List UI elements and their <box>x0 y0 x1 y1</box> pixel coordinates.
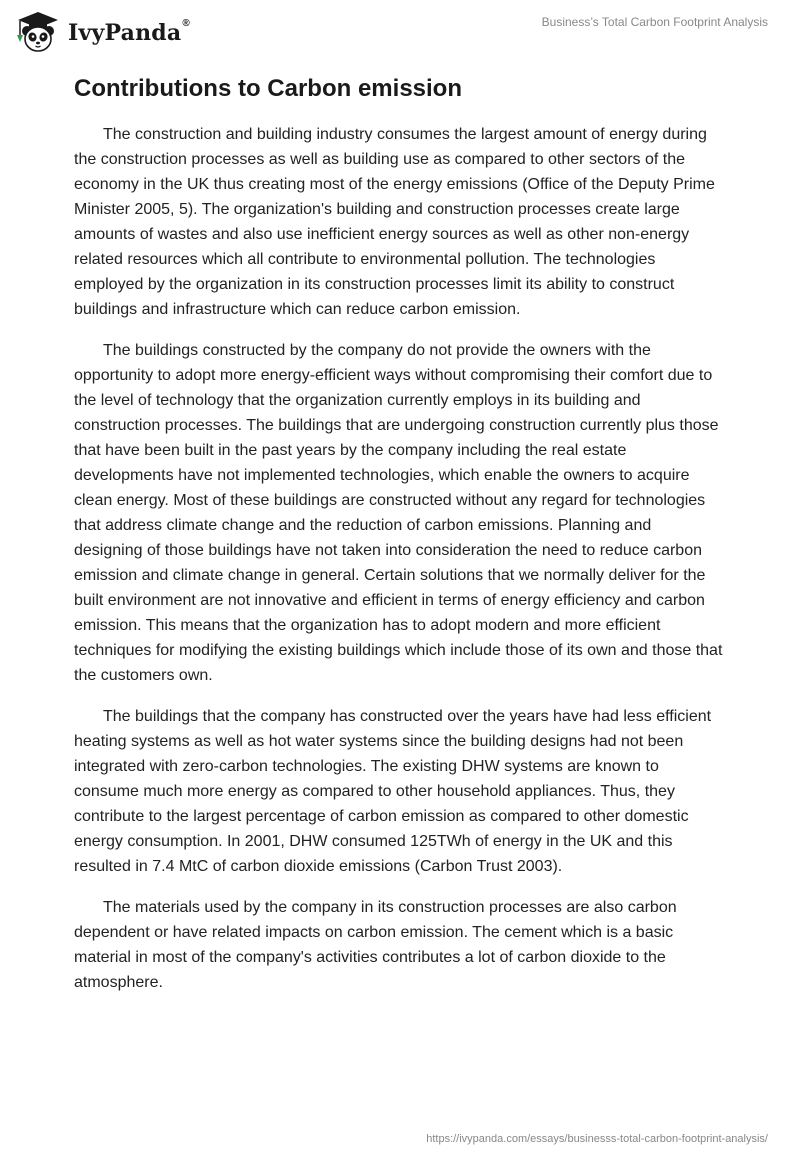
document-title: Business’s Total Carbon Footprint Analysis <box>541 15 768 29</box>
panda-graduation-cap-icon <box>14 10 62 54</box>
source-url[interactable]: https://ivypanda.com/essays/businesss-total-carbon-footprint-analysis/ <box>426 1133 768 1145</box>
paragraph: The construction and building industry consumes the largest amount of energy during the construction processes as well as building use as compared to other sectors of the economy in the UK thus creating most of the energy emissions (Office of the Deputy Prime Minister 2005, 5). The organization's building and construction processes create large amounts of wastes and also use inefficient energy sources as well as other non-energy related resources which all contribute to environmental pollution. The technologies employed by the organization in its construction processes limit its ability to construct buildings and infrastructure which can reduce carbon emission. <box>74 126 715 318</box>
registered-mark: ® <box>182 18 190 29</box>
paragraph: The materials used by the company in its construction processes are also carbon dependent or have related impacts on carbon emission. The cement which is a basic material in most of the company's activities contributes a lot of carbon dioxide to the atmosphere. <box>74 899 677 991</box>
page-header <box>0 0 800 70</box>
section-heading: Contributions to Carbon emission <box>74 75 462 102</box>
essay-content <box>74 72 724 1011</box>
brand-logo[interactable] <box>14 10 190 54</box>
paragraph: The buildings constructed by the company do not provide the owners with the opportunity to adopt more energy-efficient ways without compromising their comfort due to the level of technology that the organization currently employs in its building and construction processes. The buildings that are undergoing construction currently plus those that have been built in the past years by the company including the real estate developments have not implemented technologies, which enable the owners to acquire clean energy. Most of these buildings are constructed without any regard for technologies that address climate change and the reduction of carbon emissions. Planning and designing of those buildings have not taken into consideration the need to reduce carbon emission and climate change in general. Certain solutions that we normally deliver for the built environment are not innovative and efficient in terms of energy efficiency and carbon emission. This means that the organization has to adopt modern and more efficient techniques for modifying the existing buildings which include those of its own and those that the customers own. <box>74 342 723 684</box>
paragraph: The buildings that the company has constructed over the years have had less efficient heating systems as well as hot water systems since the building designs had not been integrated with zero-carbon technologies. The existing DHW systems are known to consume much more energy as compared to other household appliances. Thus, they contribute to the largest percentage of carbon emission as compared to other domestic energy consumption. In 2001, DHW consumed 125TWh of energy in the UK and this resulted in 7.4 MtC of carbon dioxide emissions (Carbon Trust 2003). <box>74 708 712 875</box>
brand-name: IvyPanda® <box>68 18 190 46</box>
